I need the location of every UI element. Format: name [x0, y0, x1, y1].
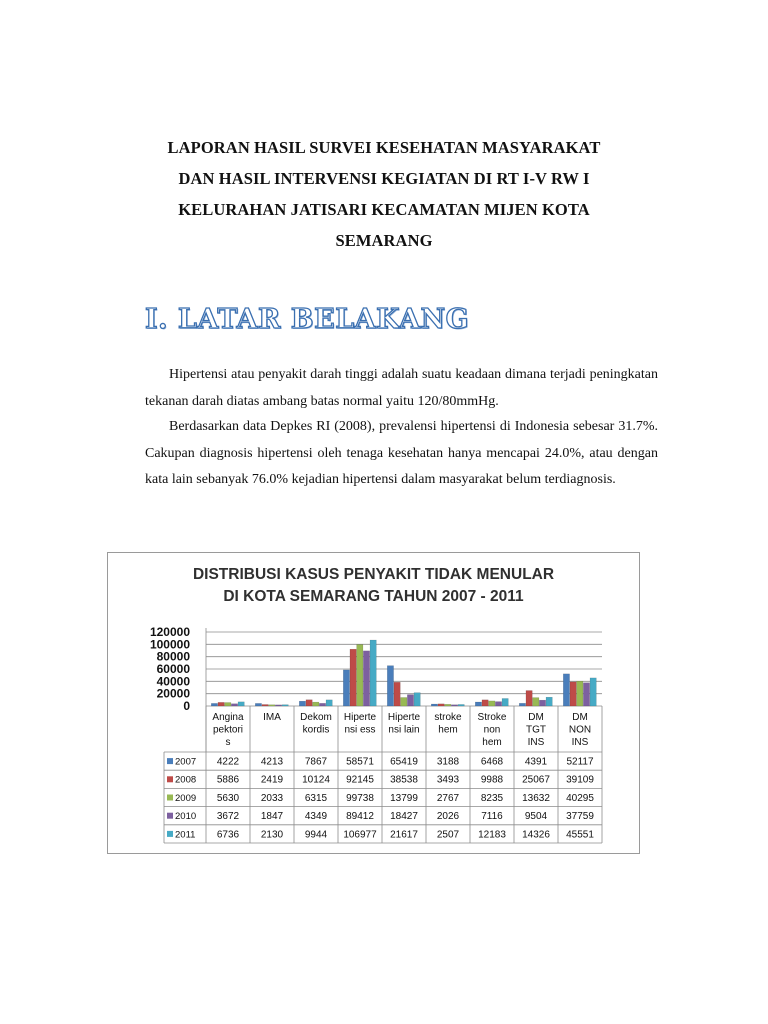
data-label: 5630	[216, 792, 240, 804]
bar	[299, 701, 305, 706]
data-label: 2026	[436, 811, 460, 823]
data-label: 13799	[390, 792, 418, 804]
x-tick-label: nsi lain	[388, 724, 420, 736]
data-label: 8235	[480, 792, 504, 804]
data-label: 92145	[346, 774, 374, 786]
data-label: 4391	[524, 756, 548, 768]
data-label: 58571	[346, 756, 374, 768]
bar	[458, 704, 464, 706]
bar	[275, 705, 281, 706]
y-tick-label: 120000	[149, 625, 190, 639]
bar	[211, 703, 217, 706]
bar	[482, 700, 488, 706]
data-label: 52117	[566, 756, 594, 768]
bar	[326, 700, 332, 706]
x-tick-label: pektori	[212, 724, 244, 736]
data-label: 9504	[524, 811, 548, 823]
x-tick-label: INS	[571, 737, 589, 748]
bar	[533, 698, 539, 706]
data-label: 4213	[260, 756, 284, 768]
data-label: 2130	[260, 829, 284, 841]
data-label: 106977	[343, 829, 377, 841]
bar	[225, 703, 231, 706]
data-label: 7116	[481, 811, 503, 823]
bar	[577, 681, 583, 706]
data-label: 89412	[346, 811, 374, 823]
bar	[350, 649, 356, 706]
report-title	[120, 132, 648, 256]
y-tick-label: 40000	[156, 674, 190, 689]
data-label: 9988	[480, 774, 504, 786]
x-tick-label: IMA	[263, 712, 281, 723]
bar	[502, 698, 508, 706]
data-label: 4349	[304, 811, 328, 823]
data-label: 2767	[436, 792, 460, 804]
bar	[590, 678, 596, 706]
data-label: 13632	[522, 792, 550, 804]
x-tick-label: Stroke	[477, 712, 507, 723]
data-label: 38538	[390, 774, 418, 786]
bar	[431, 704, 437, 706]
bar	[343, 670, 349, 706]
bar	[414, 693, 420, 706]
bar	[313, 702, 319, 706]
data-label: 7867	[304, 756, 328, 768]
bar	[269, 705, 275, 706]
bar	[387, 666, 393, 706]
x-tick-label: Dekom	[300, 712, 332, 723]
bar	[570, 682, 576, 706]
data-label: 12183	[478, 829, 506, 841]
x-tick-label: hem	[482, 737, 502, 748]
x-tick-label: DM	[528, 712, 544, 723]
x-tick-label: TGT	[526, 724, 546, 736]
data-label: 1847	[260, 811, 284, 823]
data-label: 4222	[216, 756, 240, 768]
legend-swatch	[167, 758, 173, 764]
x-tick-label: kordis	[302, 724, 330, 736]
y-tick-label: 60000	[156, 662, 190, 676]
x-tick-label: INS	[527, 737, 545, 748]
bar	[401, 697, 407, 706]
bar	[563, 674, 569, 706]
x-tick-label: hem	[438, 724, 458, 736]
data-label: 3493	[436, 774, 460, 786]
chart-title-line: DISTRIBUSI KASUS PENYAKIT TIDAK MENULAR	[192, 566, 555, 583]
bar	[370, 640, 376, 706]
data-label: 9944	[304, 829, 328, 841]
legend-label: 2009	[175, 792, 197, 804]
legend-label: 2011	[175, 829, 196, 841]
data-label: 5886	[216, 774, 240, 786]
data-label: 40295	[566, 792, 594, 804]
data-label: 65419	[390, 756, 418, 768]
title-line: DAN HASIL INTERVENSI KEGIATAN DI RT I-V RW I	[178, 169, 590, 188]
bar	[445, 704, 451, 706]
legend-swatch	[167, 795, 173, 801]
data-label: 37759	[566, 811, 594, 823]
y-tick-label: 20000	[156, 686, 190, 701]
data-label: 14326	[522, 829, 550, 841]
legend-swatch	[167, 813, 173, 819]
chart-figure	[107, 552, 640, 854]
data-label: 3188	[436, 756, 460, 768]
legend-swatch	[167, 831, 173, 837]
data-label: 21617	[390, 829, 418, 841]
bar	[451, 705, 457, 706]
data-label: 99738	[346, 792, 374, 804]
data-label: 2419	[260, 774, 284, 786]
title-line: SEMARANG	[335, 231, 433, 250]
chart-title-line: DI KOTA SEMARANG TAHUN 2007 - 2011	[223, 588, 524, 605]
bar	[526, 691, 532, 706]
section-heading: I. LATAR BELAKANG	[145, 304, 470, 335]
data-label: 10124	[302, 774, 330, 786]
bar	[255, 703, 261, 706]
data-label: 39109	[566, 774, 594, 786]
bar	[262, 705, 268, 706]
x-tick-label: stroke	[434, 712, 462, 723]
bar	[495, 702, 501, 706]
bar	[475, 702, 481, 706]
bar	[319, 703, 325, 706]
bar	[519, 703, 525, 706]
title-line: LAPORAN HASIL SURVEI KESEHATAN MASYARAKAT	[167, 138, 601, 157]
bar	[546, 697, 552, 706]
data-label: 18427	[390, 811, 418, 823]
paragraph: Berdasarkan data Depkes RI (2008), prevalensi hipertensi di Indonesia sebesar 31.7%. Cakupan diagnosis hipertensi oleh tenaga kesehatan hanya mencapai 24.0%, atau dengan kata lain sebanyak 76.0% kejadian hipertensi dalam masyarakat belum terdiagnosis.	[145, 419, 658, 487]
bar	[489, 701, 495, 706]
y-tick-label: 100000	[149, 637, 190, 652]
legend-label: 2008	[175, 774, 197, 786]
bar	[539, 700, 545, 706]
bar	[357, 644, 363, 706]
legend-label: 2010	[175, 811, 197, 823]
bar	[306, 700, 312, 706]
data-label: 2507	[436, 829, 460, 841]
x-tick-label: non	[483, 724, 501, 736]
x-tick-label: NON	[568, 724, 592, 736]
x-tick-label: Angina	[212, 712, 244, 723]
bar	[438, 704, 444, 706]
y-tick-label: 0	[183, 699, 190, 713]
x-tick-label: nsi ess	[344, 724, 376, 736]
bar	[282, 705, 288, 706]
data-label: 2033	[260, 792, 284, 804]
data-label: 25067	[522, 774, 550, 786]
x-tick-label: s	[225, 737, 231, 748]
title-line: KELURAHAN JATISARI KECAMATAN MIJEN KOTA	[178, 200, 590, 219]
bar	[583, 683, 589, 706]
data-label: 6315	[304, 792, 328, 804]
bar	[394, 682, 400, 706]
legend-label: 2007	[175, 756, 197, 768]
data-label: 45551	[566, 829, 594, 841]
paragraph: Hipertensi atau penyakit darah tinggi adalah suatu keadaan dimana terjadi peningkatan tekanan darah diatas ambang batas normal yaitu 120/80mmHg.	[145, 367, 658, 409]
bar	[407, 695, 413, 706]
bar	[238, 702, 244, 706]
legend-swatch	[167, 776, 173, 782]
bar	[218, 702, 224, 706]
x-tick-label: Hiperte	[387, 712, 421, 723]
x-tick-label: DM	[572, 712, 588, 723]
bar	[231, 704, 237, 706]
x-tick-label: Hiperte	[343, 712, 377, 723]
data-label: 3672	[216, 811, 240, 823]
data-label: 6468	[480, 756, 504, 768]
y-tick-label: 80000	[156, 649, 190, 664]
bar-chart	[108, 553, 639, 853]
data-label: 6736	[216, 829, 240, 841]
bar	[363, 651, 369, 706]
